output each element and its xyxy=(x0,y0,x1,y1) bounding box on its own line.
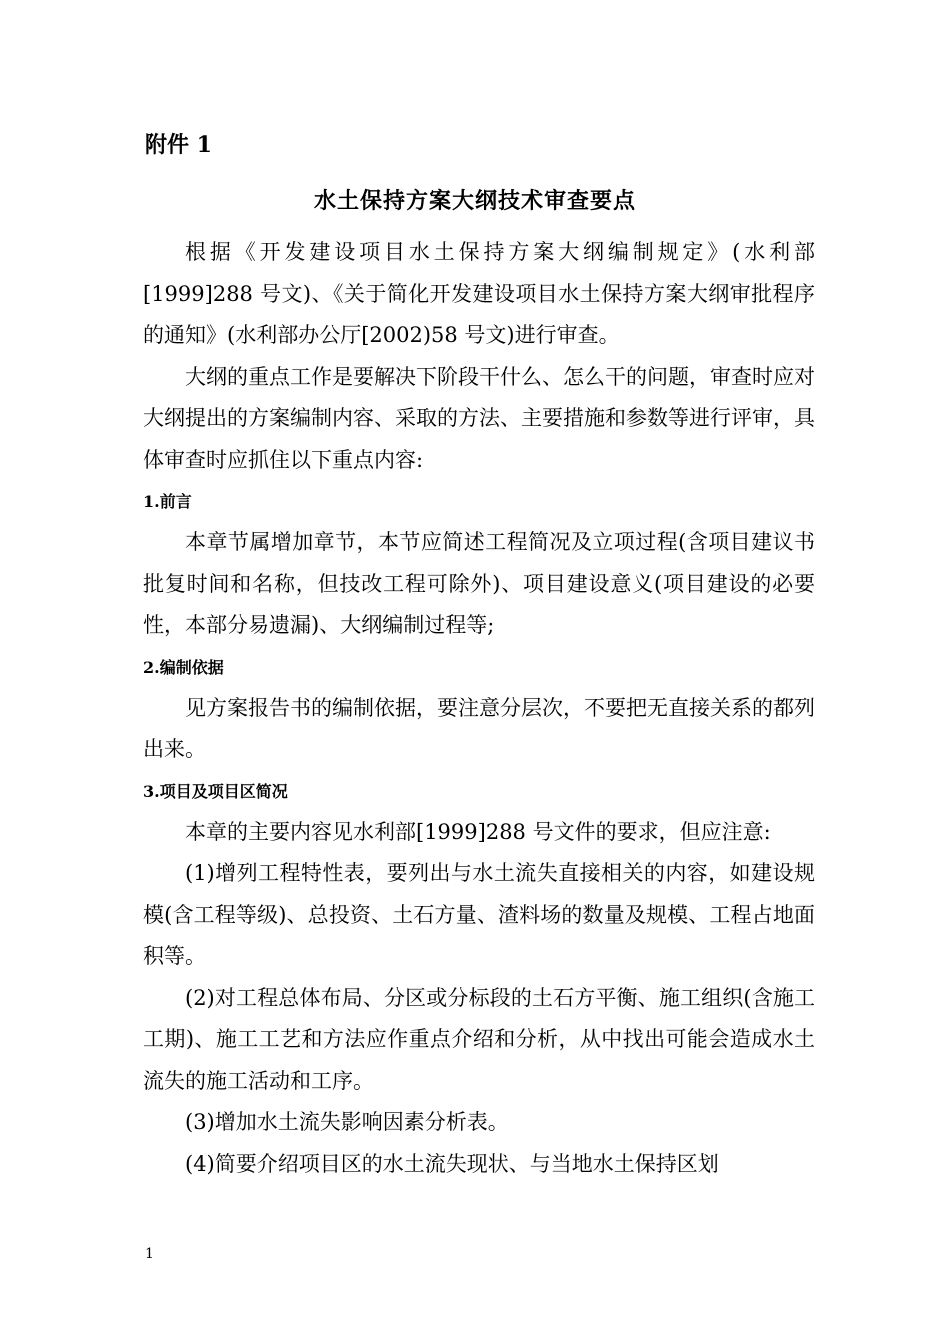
paragraph: 根据《开发建设项目水土保持方案大纲编制规定》(水利部[1999]288 号文)、《关于简化开发建设项目水土保持方案大纲审批程序的通知》(水利部办公厅[2002)58 号文)进行审查。 xyxy=(143,240,815,347)
section-heading: 3.项目及项目区简况 xyxy=(143,781,288,801)
paragraph: (2)对工程总体布局、分区或分标段的土石方平衡、施工组织(含施工工期)、施工工艺和方法应作重点介绍和分析，从中找出可能会造成水土流失的施工活动和工序。 xyxy=(143,985,815,1093)
paragraph: 本章的主要内容见水利部[1999]288 号文件的要求，但应注意: xyxy=(185,819,771,844)
paragraph: (4)简要介绍项目区的水土流失现状、与当地水土保持区划 xyxy=(185,1151,719,1176)
section-heading: 2.编制依据 xyxy=(143,657,224,677)
document-title: 水土保持方案大纲技术审查要点 xyxy=(313,188,636,214)
paragraph: 大纲的重点工作是要解决下阶段干什么、怎么干的问题，审查时应对大纲提出的方案编制内容、采取的方法、主要措施和参数等进行评审，具体审查时应抓住以下重点内容: xyxy=(143,364,815,472)
paragraph: (3)增加水土流失影响因素分析表。 xyxy=(185,1110,509,1134)
section-heading: 1.前言 xyxy=(143,492,192,511)
attachment-label: 附件 1 xyxy=(145,132,212,158)
paragraph: 见方案报告书的编制依据，要注意分层次，不要把无直接关系的都列出来。 xyxy=(143,695,815,761)
paragraph: 本章节属增加章节，本节应简述工程简况及立项过程(含项目建议书批复时间和名称，但技改工程可除外)、项目建设意义(项目建设的必要性，本部分易遗漏)、大纲编制过程等; xyxy=(143,530,815,637)
document-body xyxy=(143,232,815,1185)
page-number: 1 xyxy=(145,1246,154,1262)
paragraph: (1)增列工程特性表，要列出与水土流失直接相关的内容，如建设规模(含工程等级)、总投资、土石方量、渣料场的数量及规模、工程占地面积等。 xyxy=(143,861,815,968)
